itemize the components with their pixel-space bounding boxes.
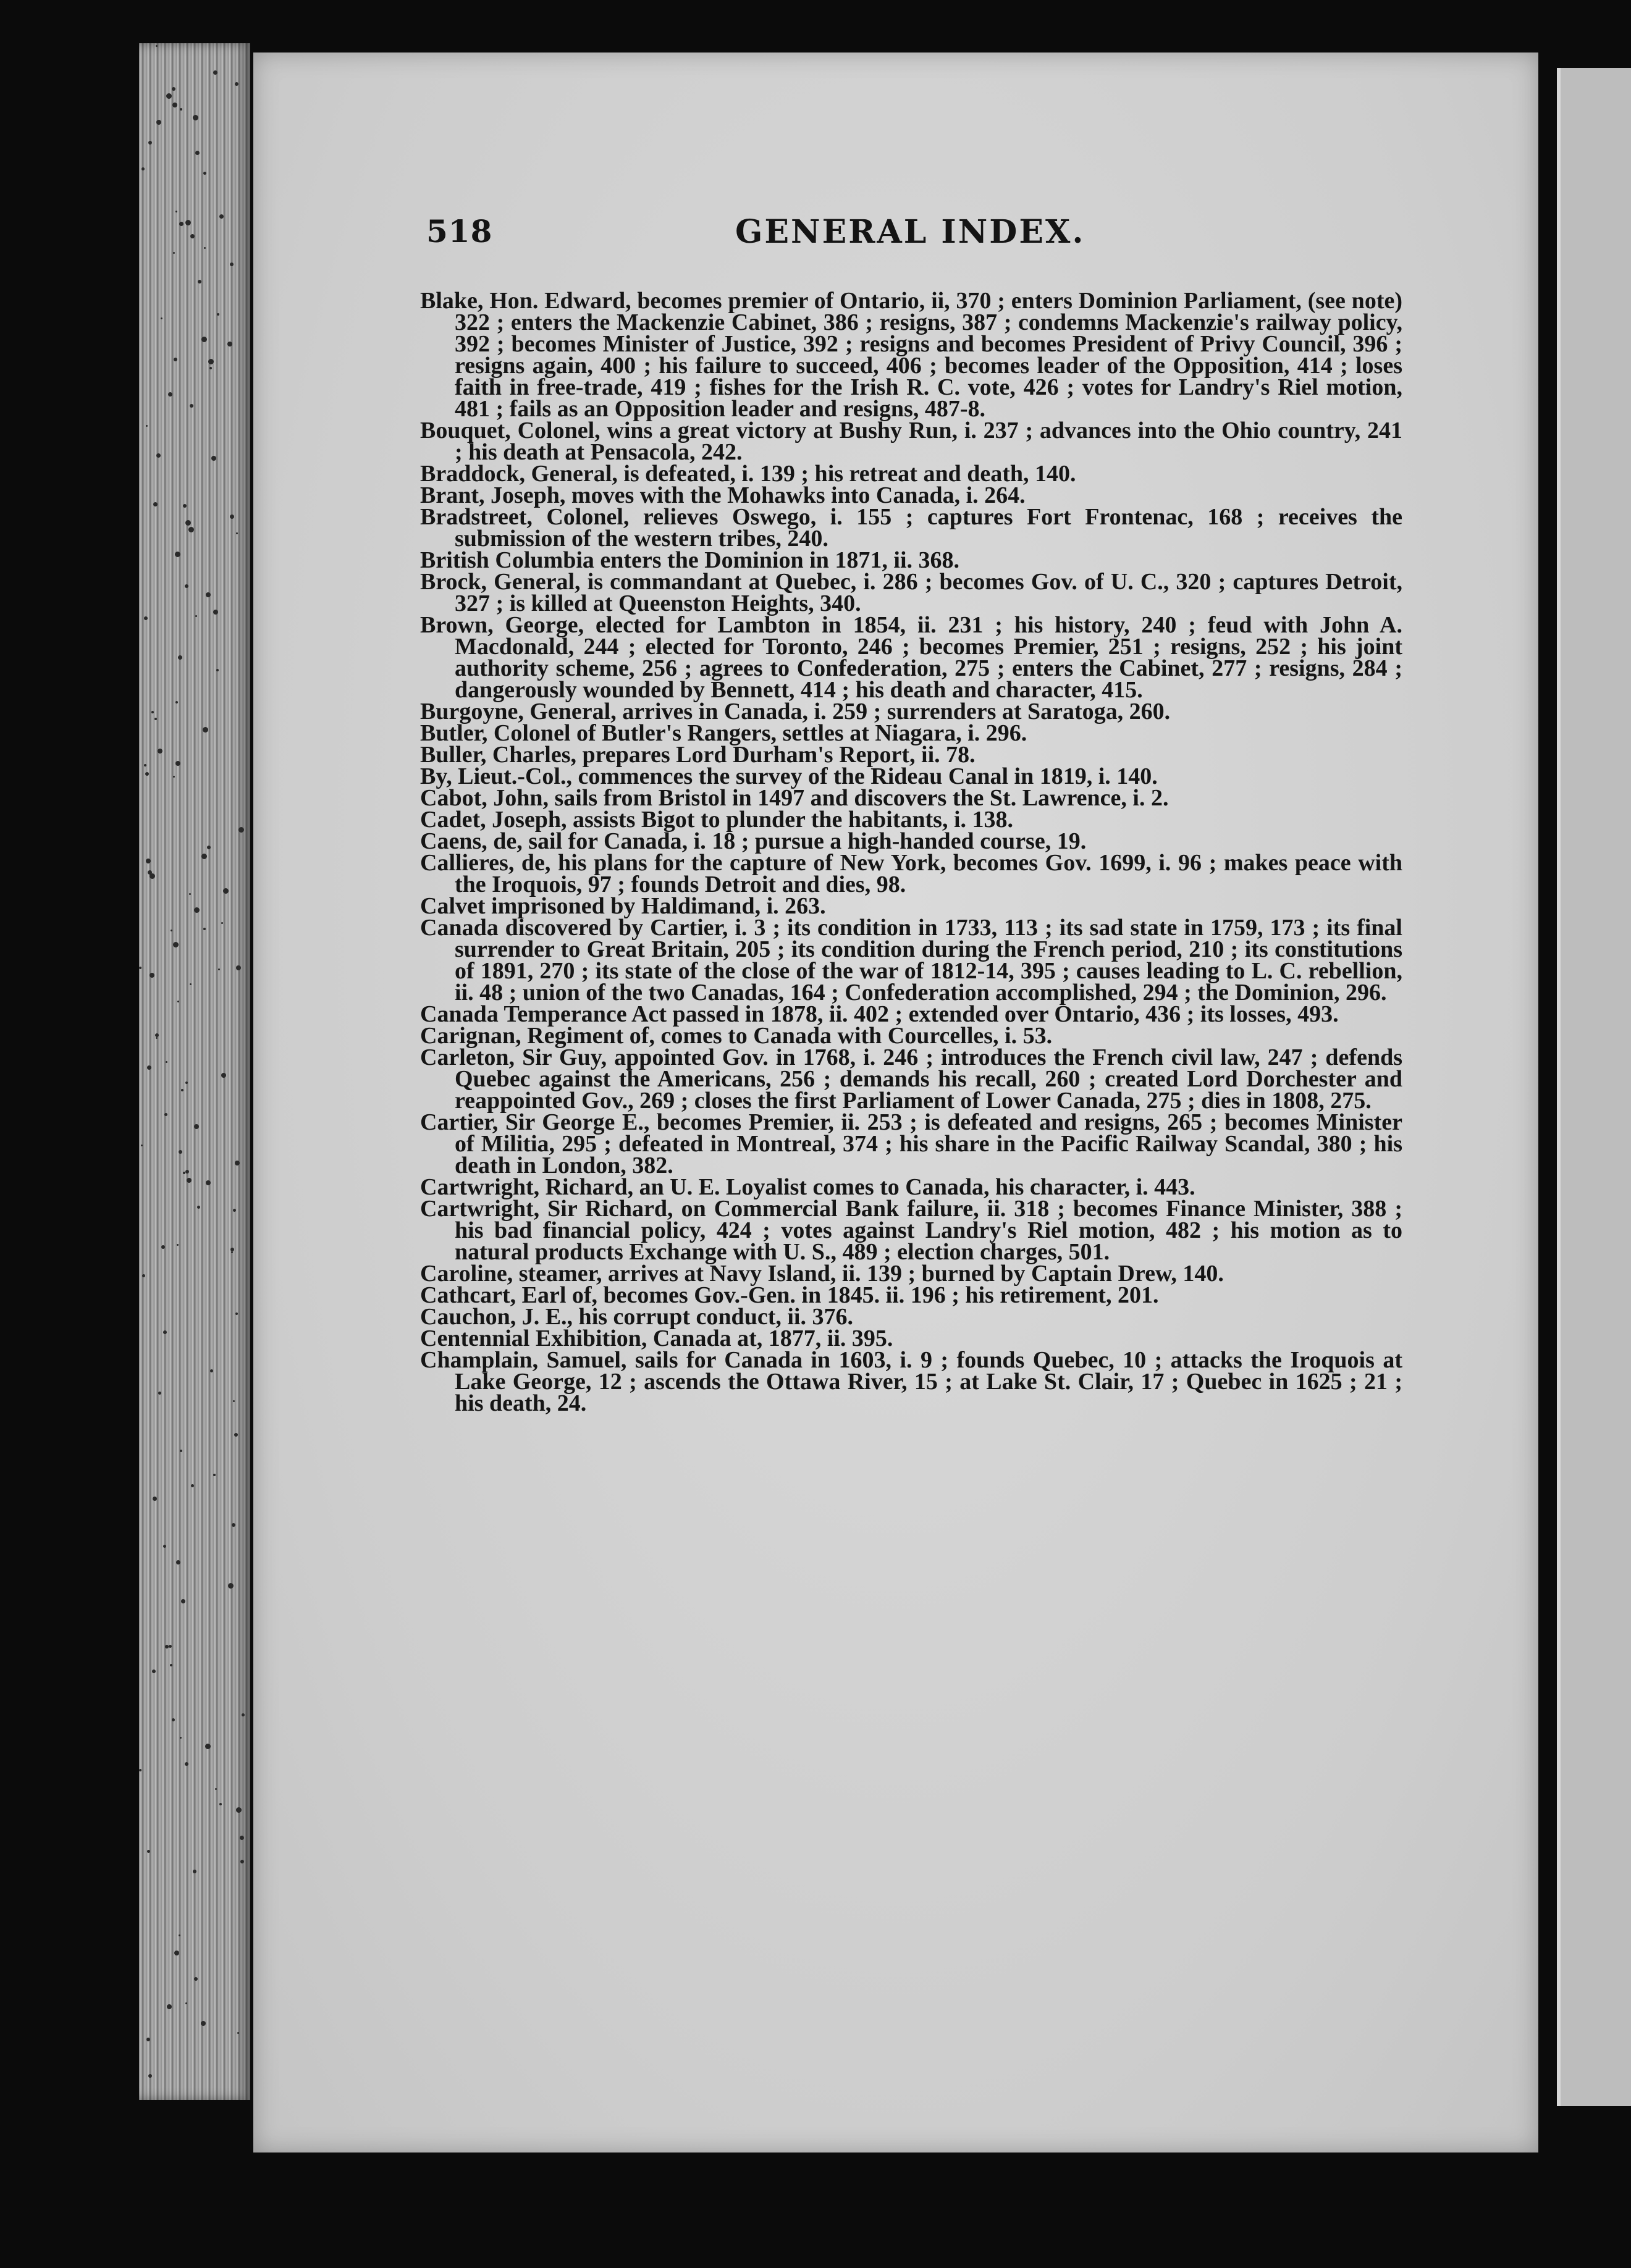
index-entry-buller: Buller, Charles, prepares Lord Durham's Report, ii. 78. <box>420 742 976 768</box>
scan-speck <box>194 907 200 913</box>
scan-speck <box>230 1248 234 1251</box>
scan-speck <box>156 45 158 47</box>
scan-speck <box>215 1788 217 1790</box>
scan-speck <box>181 1599 185 1603</box>
scan-speck <box>235 1161 240 1166</box>
scan-speck <box>141 167 145 170</box>
scan-speck <box>150 973 154 978</box>
page-number: 518 <box>426 213 493 250</box>
scan-speck <box>144 616 148 620</box>
index-entry-blake: Blake, Hon. Edward, becomes premier of Ontario, ii, 370 ; enters Dominion Parliament, (see note) 322 ; enters the Mackenzie Cabinet, 386 ; resigns, 387 ; condemns Mackenzie's railway policy, 392 ; becomes Minister of Justice, 392 ; resigns and becomes President of Privy Council, 396 ; resigns again, 400 ; his failure to succeed, 406 ; becomes leader of the Opposition, 414 ; loses faith in free-trade, 419 ; fishes for the Irish R. C. vote, 426 ; votes for Landry's Riel motion, 481 ; fails as an Opposition leader and resigns, 487-8. <box>420 288 1402 422</box>
index-entry-british-columbia: British Columbia enters the Dominion in 1871, ii. 368. <box>420 547 959 573</box>
scan-speck <box>141 1144 143 1146</box>
scan-speck <box>155 1033 159 1037</box>
index-entry-carleton: Carleton, Sir Guy, appointed Gov. in 1768, i. 246 ; introduces the French civil law, 247 ; defends Quebec against the Americans, 256 ; demands his recall, 260 ; created Lord Dorchester and reappointed Gov., 269 ; closes the first Parliament of Lower Canada, 275 ; dies in 1808, 275. <box>420 1044 1402 1114</box>
scan-speck <box>145 772 149 776</box>
index-entry-cartier: Cartier, Sir George E., becomes Premier, ii. 253 ; is defeated and resigns, 265 ; becomes Minister of Militia, 295 ; defeated in Montreal, 374 ; his share in the Pacific Railway Scandal, 380 ; his death in London, 382. <box>420 1109 1402 1178</box>
scan-speck <box>194 1977 198 1981</box>
scan-speck <box>191 1484 194 1487</box>
scan-speck <box>180 1450 182 1452</box>
index-entry-carignan: Carignan, Regiment of, comes to Canada with Courcelles, i. 53. <box>420 1023 1053 1049</box>
scan-speck <box>187 1178 192 1183</box>
scan-speck <box>185 1762 188 1766</box>
scan-speck <box>217 313 219 316</box>
scan-speck <box>163 1545 166 1548</box>
scan-speck <box>142 1274 145 1277</box>
scan-speck <box>148 141 152 145</box>
scan-speck <box>207 846 211 849</box>
scan-speck <box>139 1769 141 1771</box>
index-entry-butler: Butler, Colonel of Butler's Rangers, settles at Niagara, i. 296. <box>420 720 1027 746</box>
scan-speck <box>185 220 191 225</box>
running-head <box>426 213 1396 262</box>
scan-speck <box>197 1206 200 1209</box>
scan-speck <box>206 1180 211 1185</box>
scan-speck <box>223 888 229 894</box>
scan-speck <box>236 532 238 534</box>
scan-speck <box>190 404 193 408</box>
scan-speck <box>166 93 172 99</box>
scan-speck <box>156 453 161 458</box>
scan-speck <box>174 358 177 361</box>
scan-speck <box>203 928 206 930</box>
scan-speck <box>205 1744 211 1749</box>
scan-speck <box>158 749 162 754</box>
scan-speck <box>173 252 175 254</box>
scan-speck <box>218 968 220 970</box>
scan-speck <box>213 610 218 615</box>
scan-speck <box>201 2021 206 2026</box>
scan-speck <box>169 1645 172 1648</box>
scan-speck <box>209 367 212 369</box>
scan-speck <box>203 727 208 733</box>
scan-speck <box>227 342 232 346</box>
scan-speck <box>179 1150 182 1154</box>
scan-speck <box>152 1670 156 1673</box>
index-entry-caroline: Caroline, steamer, arrives at Navy Island, ii. 139 ; burned by Captain Drew, 140. <box>420 1261 1224 1287</box>
scan-speck <box>139 967 141 969</box>
index-entry-champlain: Champlain, Samuel, sails for Canada in 1603, i. 9 ; founds Quebec, 10 ; attacks the Iroquois at Lake George, 12 ; ascends the Ottawa River, 15 ; at Lake St. Clair, 17 ; Quebec in 1625 ; 21 ; his death, 24. <box>420 1347 1402 1416</box>
scan-speck <box>166 1061 167 1063</box>
scan-speck <box>173 776 175 778</box>
scan-speck <box>158 1392 161 1395</box>
index-entry-burgoyne: Burgoyne, General, arrives in Canada, i. 259 ; surrenders at Saratoga, 260. <box>420 699 1171 724</box>
scan-speck <box>172 87 175 91</box>
scan-speck <box>206 592 211 597</box>
scan-speck <box>198 280 201 284</box>
scan-speck <box>201 337 207 342</box>
scan-speck <box>179 222 183 226</box>
scan-speck <box>236 965 241 970</box>
scan-speck <box>185 584 188 588</box>
index-entry-callieres: Callieres, de, his plans for the capture of New York, becomes Gov. 1699, i. 96 ; makes peace with the Iroquois, 97 ; founds Detroit and dies, 98. <box>420 850 1402 897</box>
scan-speck <box>174 1951 179 1955</box>
index-entry-calvet: Calvet imprisoned by Haldimand, i. 263. <box>420 893 826 919</box>
scan-speck <box>190 234 195 238</box>
scan-speck <box>185 1170 189 1174</box>
scan-speck <box>240 1860 244 1863</box>
index-entry-braddock: Braddock, General, is defeated, i. 139 ; his retreat and death, 140. <box>420 461 1076 487</box>
scan-speck <box>153 1497 157 1501</box>
scan-speck <box>185 520 191 526</box>
scan-speck <box>180 1737 182 1739</box>
scan-speck <box>183 504 187 508</box>
scan-speck <box>208 359 214 364</box>
scan-speck <box>175 761 180 766</box>
scan-speck <box>221 1073 226 1078</box>
index-entry-bouquet: Bouquet, Colonel, wins a great victory at Bushy Run, i. 237 ; advances into the Ohio country, 241 ; his death at Pensacola, 242. <box>420 418 1402 465</box>
scan-speck <box>150 873 155 879</box>
scan-speck <box>235 1312 238 1315</box>
scan-speck <box>153 502 158 506</box>
index-entry-brock: Brock, General, is commandant at Quebec, i. 286 ; becomes Gov. of U. C., 320 ; captures Detroit, 327 ; is killed at Queenston Heights, 340. <box>420 569 1402 616</box>
scan-speck <box>211 456 216 461</box>
scan-speck <box>204 247 206 249</box>
scan-speck <box>178 655 182 660</box>
book-page-edges <box>139 43 250 2100</box>
scan-speck <box>213 70 217 75</box>
scan-speck <box>170 1664 172 1666</box>
scan-speck <box>146 425 148 427</box>
scan-speck <box>165 1645 169 1648</box>
scan-speck <box>161 317 162 319</box>
scan-speck <box>203 172 206 175</box>
index-entry-brown: Brown, George, elected for Lambton in 1854, ii. 231 ; his history, 240 ; feud with John A. Macdonald, 244 ; elected for Toronto, 246 ; becomes Premier, 251 ; resigns, 252 ; his joint authority scheme, 256 ; agrees to Confederation, 275 ; enters the Cabinet, 277 ; resigns, 284 ; dangerously wounded by Bennett, 414 ; his death and character, 415. <box>420 612 1402 703</box>
index-title: GENERAL INDEX. <box>735 213 1085 251</box>
adjacent-page-edge <box>1557 68 1631 2106</box>
index-entry-brant: Brant, Joseph, moves with the Mohawks into Canada, i. 264. <box>420 482 1026 508</box>
scan-speck <box>147 1850 150 1853</box>
scan-speck <box>171 930 172 931</box>
index-entry-centennial-exhibition: Centennial Exhibition, Canada at, 1877, ii. 395. <box>420 1325 893 1351</box>
scan-speck <box>175 211 177 212</box>
scan-speck <box>189 893 191 895</box>
scan-speck <box>242 1713 245 1716</box>
scan-speck <box>188 527 194 532</box>
scan-speck <box>233 1209 236 1212</box>
scan-speck <box>213 1474 216 1476</box>
scan-speck <box>147 1065 151 1070</box>
scan-speck <box>193 115 198 120</box>
scan-speck <box>201 854 207 859</box>
scan-speck <box>234 1433 238 1437</box>
scan-speck <box>154 718 157 720</box>
scan-speck <box>176 1560 180 1564</box>
scan-speck <box>185 2002 187 2004</box>
scan-speck <box>167 2004 172 2009</box>
scan-speck <box>237 2032 239 2034</box>
scan-speck <box>219 1803 222 1805</box>
index-entry-canada-temperance-act: Canada Temperance Act passed in 1878, ii. 402 ; extended over Ontario, 436 ; its losses, 493. <box>420 1001 1339 1027</box>
scan-speck <box>190 983 192 985</box>
scan-speck <box>219 214 224 219</box>
scan-speck <box>194 1124 199 1129</box>
index-entry-canada: Canada discovered by Cartier, i. 3 ; its condition in 1733, 113 ; its sad state in 1759, 173 ; its final surrender to Great Britain, 205 ; its condition during the French period, 210 ; its constitutions of 1891, 270 ; its state of the close of the war of 1812-14, 395 ; causes leading to L. C. rebellion, ii. 48 ; union of the two Canadas, 164 ; Confederation accomplished, 294 ; the Dominion, 296. <box>420 915 1402 1006</box>
index-entries <box>420 290 1402 1414</box>
scan-speck <box>240 1836 244 1840</box>
scan-speck <box>156 120 161 125</box>
index-entry-cauchon: Cauchon, J. E., his corrupt conduct, ii. 376. <box>420 1304 853 1330</box>
index-entry-bradstreet: Bradstreet, Colonel, relieves Oswego, i. 155 ; captures Fort Frontenac, 168 ; receives the submission of the western tribes, 240. <box>420 504 1402 552</box>
scan-speck <box>161 1245 165 1249</box>
scan-speck <box>179 1934 180 1936</box>
scan-speck <box>210 1369 213 1372</box>
index-entry-cartwright-richard: Cartwright, Richard, an U. E. Loyalist comes to Canada, his character, i. 443. <box>420 1174 1195 1200</box>
scan-speck <box>175 701 178 704</box>
scan-speck <box>180 108 182 111</box>
scan-speck <box>230 262 234 266</box>
index-entry-caens: Caens, de, sail for Canada, i. 18 ; pursue a high-handed course, 19. <box>420 828 1087 854</box>
scan-speck <box>195 615 197 617</box>
index-entry-cartwright-sir-richard: Cartwright, Sir Richard, on Commercial Bank failure, ii. 318 ; becomes Finance Minister, 388 ; his bad financial policy, 424 ; votes against Landry's Riel motion, 482 ; his motion as to natural products Exchange with U. S., 489 ; election charges, 501. <box>420 1196 1402 1265</box>
scan-speck <box>156 1037 158 1039</box>
scan-speck <box>146 2038 150 2041</box>
scan-speck <box>232 1523 235 1527</box>
scan-speck <box>168 392 172 397</box>
scan-speck <box>175 552 180 557</box>
scan-speck <box>172 103 177 107</box>
scan-speck <box>193 1870 196 1873</box>
scan-speck <box>181 1089 183 1091</box>
scan-speck <box>172 1718 175 1721</box>
scan-speck <box>216 669 219 671</box>
scan-speck <box>177 1001 179 1002</box>
scan-speck <box>173 942 179 947</box>
scan-speck <box>177 1244 179 1246</box>
scan-speck <box>146 859 151 863</box>
scan-speck <box>235 82 238 86</box>
index-entry-cabot: Cabot, John, sails from Bristol in 1497 and discovers the St. Lawrence, i. 2. <box>420 785 1169 811</box>
scan-speck <box>233 1400 235 1402</box>
scan-speck <box>228 1583 234 1589</box>
index-entry-by: By, Lieut.-Col., commences the survey of the Rideau Canal in 1819, i. 140. <box>420 763 1158 789</box>
scan-speck <box>185 1082 188 1084</box>
scan-speck <box>231 1251 233 1253</box>
scan-speck <box>148 2074 152 2078</box>
index-entry-cathcart: Cathcart, Earl of, becomes Gov.-Gen. in 1845. ii. 196 ; his retirement, 201. <box>420 1282 1159 1308</box>
scan-speck <box>164 1113 167 1116</box>
scan-speck <box>236 1807 242 1813</box>
scan-speck <box>238 827 244 833</box>
scan-speck <box>151 711 154 713</box>
scan-speck <box>221 922 223 924</box>
index-entry-cadet: Cadet, Joseph, assists Bigot to plunder the habitants, i. 138. <box>420 807 1014 833</box>
scan-speck <box>144 764 146 766</box>
scan-speck <box>163 1330 167 1334</box>
scan-speck <box>195 151 200 155</box>
scan-speck <box>230 514 234 519</box>
